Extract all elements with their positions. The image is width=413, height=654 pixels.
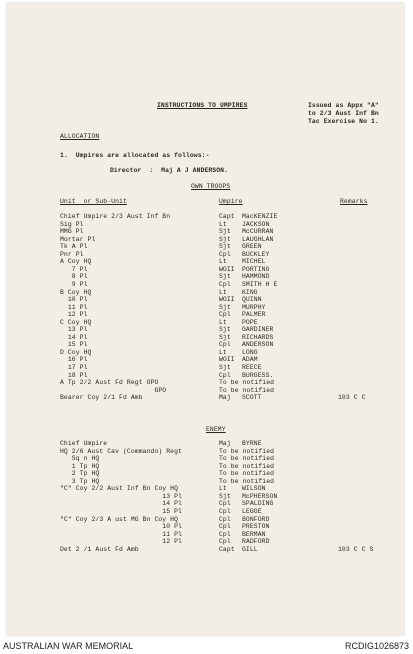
row-unit: 1 Tp HQ [60,462,100,470]
row-unit: 14 Pl [60,333,88,341]
row-rank: Sjt [219,228,231,236]
row-rank: To be notified [219,470,275,478]
row-name: MacKENZIE [242,213,278,220]
row-unit: 15 Pl [60,341,88,349]
document-title: INSTRUCTIONS TO UMPIRES [157,102,248,109]
row-name: MURPHY [242,303,266,311]
row-rank: Sjt [219,326,231,334]
row-unit: GPO [60,386,167,394]
row-rank: Capt [219,545,235,553]
archive-footer [0,638,413,654]
row-rank: Sjt [219,364,231,371]
row-unit: D Coy HQ [60,348,92,356]
row-rank: To be notified [219,455,275,463]
row-rank: Sjt [219,303,231,311]
row-rank: WOII [219,265,235,273]
row-unit: 18 Pl [60,371,88,379]
row-unit: C Coy HQ [60,318,92,326]
row-rank: Capt [219,213,235,220]
row-rank: Sjt [219,492,231,500]
row-unit: 9 Pl [60,280,88,288]
row-unit: HQ 2/6 Aust Cav (Commando) Regt [60,447,182,455]
archive-name: AUSTRALIAN WAR MEMORIAL [3,641,134,651]
row-unit: 3 Tp HQ [60,477,100,485]
issued-note-line2: to 2/3 Aust Inf Bn [308,110,379,117]
row-unit: 17 Pl [60,364,88,371]
row-name: ADAM [242,356,258,364]
row-unit: Sq n HQ [60,455,100,463]
row-name: LONG [242,348,258,356]
row-name: GREEN [242,243,262,251]
row-rank: Cpl [219,341,231,349]
row-rank: Cpl [219,507,231,515]
row-rank: Maj [219,440,231,447]
row-name: BUCKLEY [242,250,270,258]
row-unit: MMG Pl [60,228,84,236]
document-page [7,3,404,635]
row-rank: To be notified [219,386,275,394]
record-id: RCDIG1026873 [344,641,409,651]
row-unit: "C" Coy 2/2 Aust Inf Bn Coy HQ [60,485,179,493]
row-name: BYRNE [242,440,262,447]
row-name: McPHERSON [242,492,278,500]
row-rank: Lt [219,220,227,228]
row-unit: 13 Pl [60,492,182,500]
row-name: LEGGE [242,507,262,515]
issued-note-line1: Issued as Appx "A" [308,102,379,109]
row-unit: 12 Pl [60,311,88,319]
row-name: HAMMOND [242,273,270,281]
row-rank: Lt [219,348,227,356]
row-rank: Cpl [219,515,231,523]
enemy-heading: ENEMY [206,426,226,433]
row-name: JACKSON [242,220,270,228]
row-unit: Sig Pl [60,220,84,228]
row-name: SCOTT [242,394,262,402]
row-rank: Lt [219,258,227,266]
row-unit: 13 Pl [60,326,88,334]
row-unit: Tk A Pl [60,243,88,251]
row-rank: Sjt [219,273,231,281]
row-rank: Cpl [219,371,231,379]
remarks-column-header: Remarks [340,198,368,205]
row-name: PALMER [242,311,266,319]
row-name: REECE [242,364,262,371]
unit-column-header: Unit or Sub-Unit [60,198,127,205]
row-rank: Sjt [219,235,231,243]
row-name: RICHARDS [242,333,274,341]
row-name: LAUGHLAN [242,235,274,243]
row-unit: 16 Pl [60,356,88,364]
row-rank: Lt [219,485,227,493]
row-unit: 15 Pl [60,507,182,515]
row-unit: A Coy HQ [60,258,92,266]
row-rank: Sjt [219,333,231,341]
row-rank: Cpl [219,538,231,546]
row-unit: Chief Umpire [60,440,108,447]
row-rank: WOII [219,356,235,364]
row-name: BERMAN [242,530,266,538]
row-unit: Pnr Pl [60,250,84,258]
row-name: BONFORD [242,515,270,523]
row-unit: 8 Pl [60,273,88,281]
row-name: RADFORD [242,538,270,546]
row-unit: 14 Pl [60,500,182,508]
row-unit: 7 Pl [60,265,88,273]
row-name: KING [242,288,258,296]
row-unit: Det 2 /1 Aust Fd Amb [60,545,139,553]
row-unit: 10 Pl [60,296,88,304]
allocation-intro: 1. Umpires are allocated as follows:- [60,152,210,159]
row-rank: Maj [219,394,231,402]
row-rank: Lt [219,288,227,296]
row-remarks: 103 C C S [338,545,374,553]
row-unit: 11 Pl [60,530,182,538]
allocation-heading: ALLOCATION [60,133,100,140]
row-unit: Bearer Coy 2/1 Fd Amb [60,394,143,402]
row-rank: To be notified [219,477,275,485]
row-rank: WOII [219,296,235,304]
row-rank: Cpl [219,250,231,258]
row-rank: Cpl [219,500,231,508]
row-unit: Chief Umpire 2/3 Aust Inf Bn [60,213,171,220]
row-name: PRESTON [242,523,270,531]
row-unit: 12 Pl [60,538,182,546]
row-rank: Lt [219,318,227,326]
issued-note-line3: Tac Exercise No 1. [308,118,379,125]
row-unit: 11 Pl [60,303,88,311]
row-name: BURGESS. [242,371,274,379]
row-rank: Cpl [219,523,231,531]
row-name: QUINN [242,296,262,304]
row-name: POPE [242,318,258,326]
row-name: SMITH H E [242,280,278,288]
row-unit: 10 Pl [60,523,182,531]
row-name: GILL [242,545,258,553]
row-unit: B Coy HQ [60,288,92,296]
row-name: PORTING [242,265,270,273]
row-remarks: 103 C C [338,394,366,402]
row-unit: Mortar Pl [60,235,96,243]
row-name: GARDINER [242,326,274,334]
row-name: MICHEL [242,258,266,266]
row-name: SPALDING [242,500,274,508]
row-rank: Cpl [219,311,231,319]
row-unit: A Tp 2/2 Aust Fd Regt OPO [60,379,159,387]
row-unit: 2 Tp HQ [60,470,100,478]
own-troops-heading: OWN TROOPS [191,183,231,190]
row-rank: Cpl [219,530,231,538]
director-line: Director : Maj A J ANDERSON. [110,167,229,174]
row-rank: Cpl [219,280,231,288]
row-name: ANDERSON [242,341,274,349]
row-rank: To be notified [219,462,275,470]
row-name: WILSON [242,485,266,493]
row-rank: To be notified [219,379,275,387]
row-rank: Sjt [219,243,231,251]
row-rank: To be notified [219,447,275,455]
umpire-column-header: Umpire [219,198,243,205]
row-unit: "C" Coy 2/3 A ust MG Bn Coy HQ [60,515,179,523]
row-name: McCURRAN [242,228,274,236]
